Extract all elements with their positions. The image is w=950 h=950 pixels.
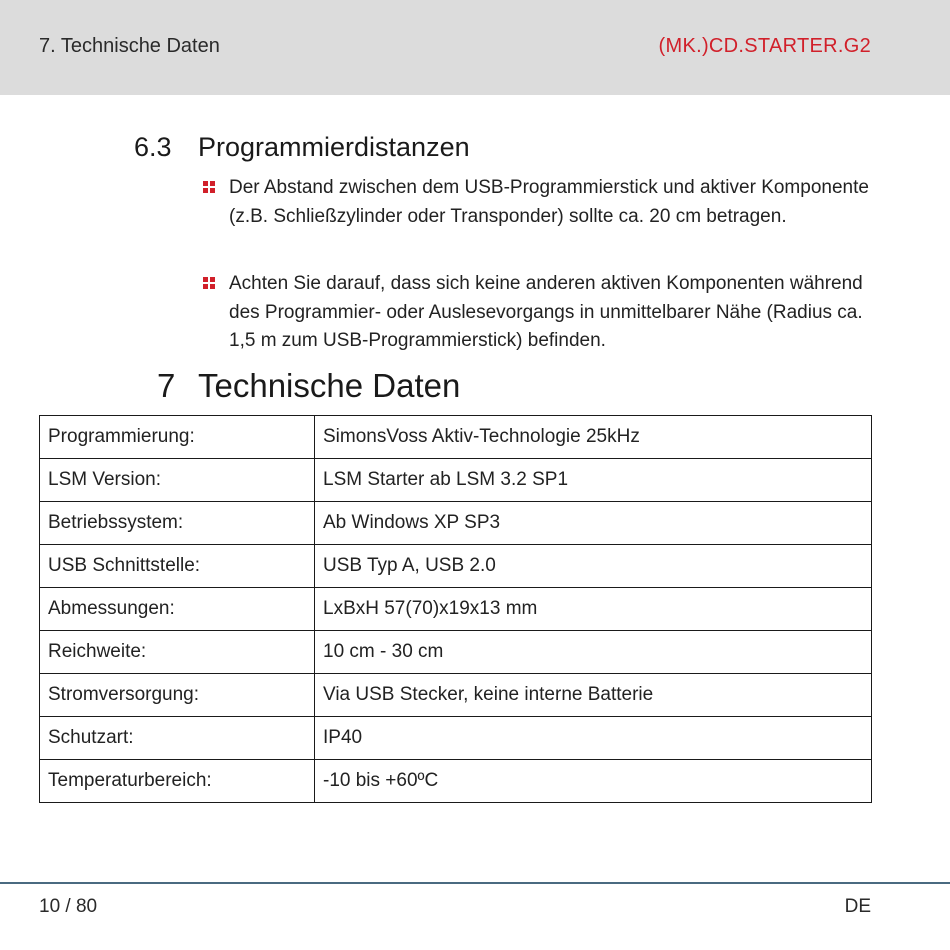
spec-value: LxBxH 57(70)x19x13 mm [315,588,872,631]
table-row [40,588,872,631]
table-row [40,760,872,803]
table-row [40,459,872,502]
spec-label: Stromversorgung: [40,674,315,717]
spec-label: Schutzart: [40,717,315,760]
table-row [40,545,872,588]
bullet-icon [203,181,216,194]
spec-label: USB Schnittstelle: [40,545,315,588]
page-number: 10 / 80 [39,896,98,917]
section-title: Programmierdistanzen [198,132,470,162]
spec-label: Abmessungen: [40,588,315,631]
language-code: DE [844,896,871,917]
spec-value: USB Typ A, USB 2.0 [315,545,872,588]
spec-label: LSM Version: [40,459,315,502]
spec-value: Via USB Stecker, keine interne Batterie [315,674,872,717]
chapter-number: 7 [157,367,176,404]
spec-label: Reichweite: [40,631,315,674]
spec-label: Temperaturbereich: [40,760,315,803]
spec-value: 10 cm - 30 cm [315,631,872,674]
spec-value: IP40 [315,717,872,760]
section-number: 6.3 [134,132,172,162]
bullet-icon [203,277,216,290]
chapter-title: Technische Daten [198,367,461,404]
bullet-paragraph: Der Abstand zwischen dem USB-Programmierstick und aktiver Komponente (z.B. Schließzylinder oder Transponder) sollte ca. 20 cm betragen. [229,177,869,227]
technical-data-table [39,415,872,803]
spec-label: Programmierung: [40,416,315,459]
spec-value: -10 bis +60ºC [315,760,872,803]
table-row [40,416,872,459]
table-row [40,631,872,674]
spec-value: LSM Starter ab LSM 3.2 SP1 [315,459,872,502]
spec-value: Ab Windows XP SP3 [315,502,872,545]
bullet-paragraph: Achten Sie darauf, dass sich keine anderen aktiven Komponenten während des Programmier- oder Auslesevorgangs in unmittelbarer Nähe (Radius ca. 1,5 m zum USB-Programmierstick) befinden. [229,273,863,351]
header-product-name: (MK.)CD.STARTER.G2 [658,35,871,57]
footer-divider [0,882,950,884]
spec-value: SimonsVoss Aktiv-Technologie 25kHz [315,416,872,459]
table-row [40,502,872,545]
table-row [40,674,872,717]
page-header [0,0,950,95]
spec-label: Betriebssystem: [40,502,315,545]
table-row [40,717,872,760]
header-chapter-title: 7. Technische Daten [39,35,220,57]
